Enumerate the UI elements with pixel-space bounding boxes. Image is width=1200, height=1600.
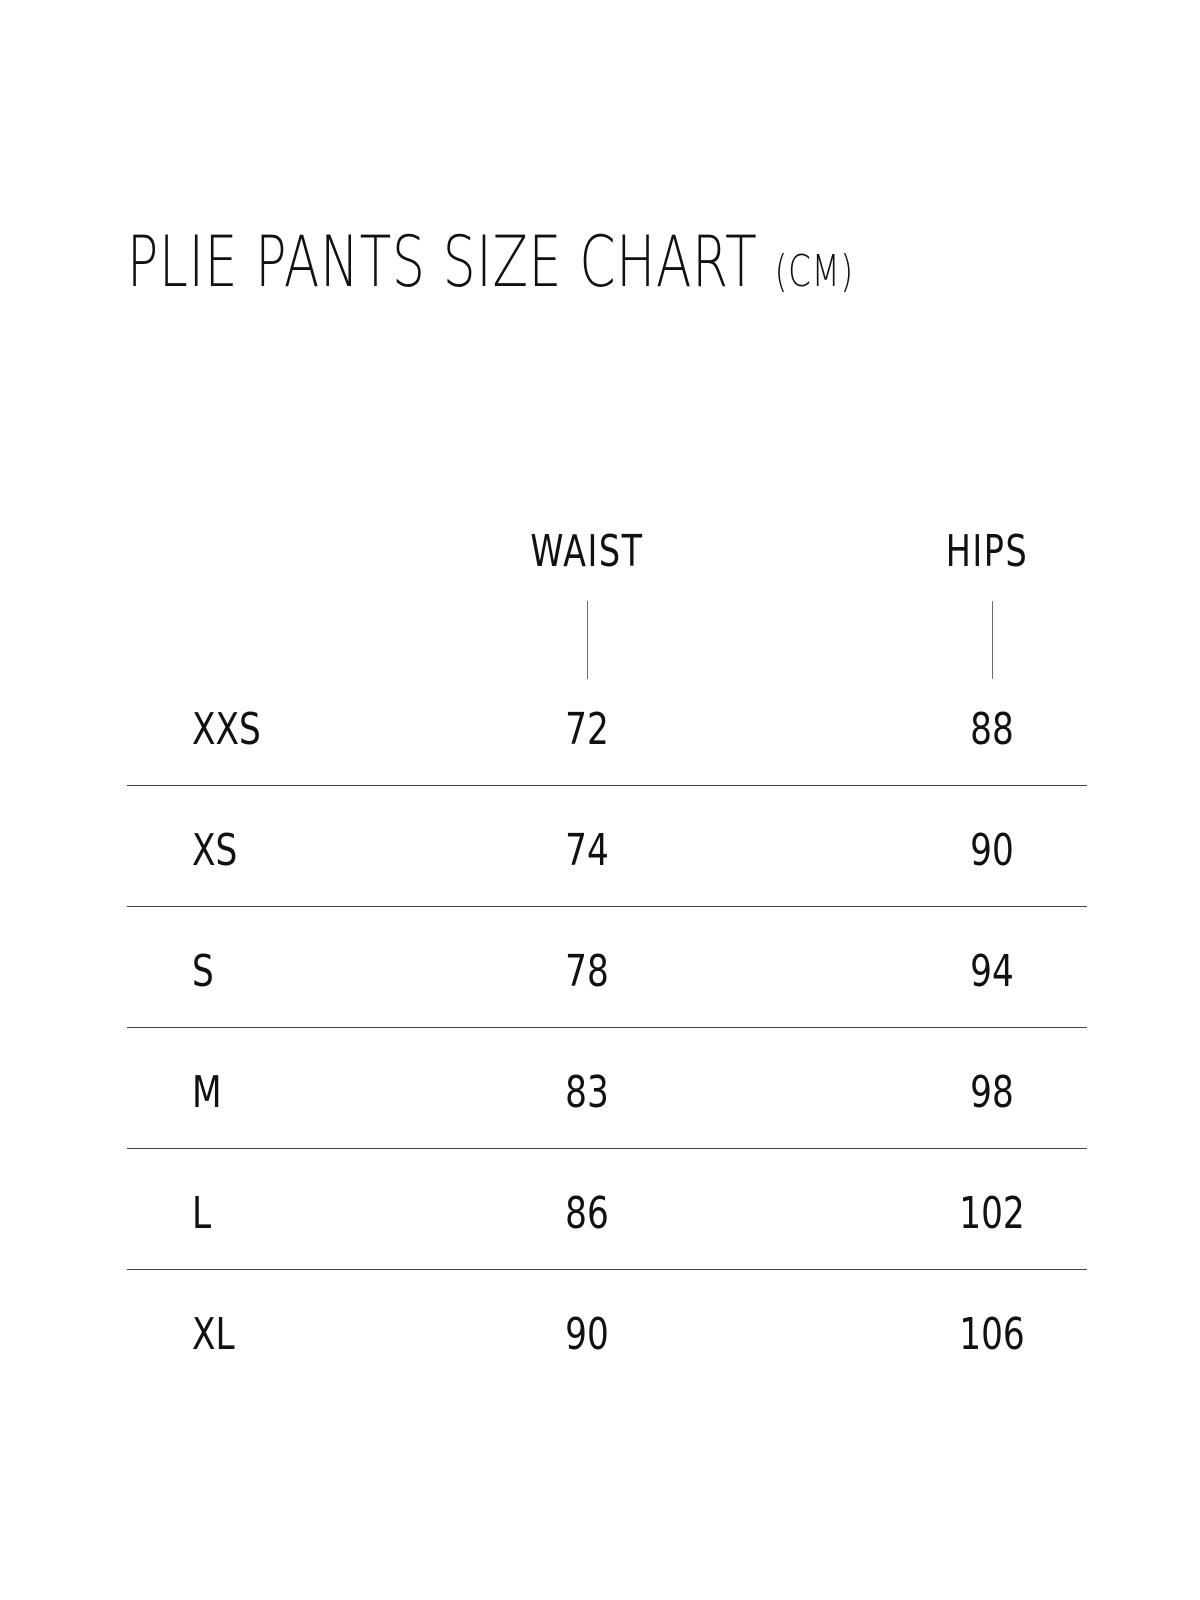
column-header-hips: HIPS [945,526,1029,577]
size-label: S [192,946,214,997]
hips-value: 94 [970,946,1014,997]
table-row-xxs [127,705,1087,755]
column-header-waist: WAIST [530,526,644,577]
waist-value: 74 [565,825,609,876]
row-divider [127,1148,1087,1149]
row-divider [127,906,1087,907]
title-text: PLIE PANTS SIZE CHART [127,221,758,303]
size-label: M [192,1067,222,1118]
waist-value: 83 [565,1067,609,1118]
hips-value: 90 [970,825,1014,876]
column-marker-waist [587,601,588,679]
size-label: XS [192,825,238,876]
hips-value: 102 [959,1188,1025,1239]
table-row-xl [127,1310,1087,1360]
table-row-xs [127,826,1087,876]
table-row-s [127,947,1087,997]
waist-value: 90 [565,1309,609,1360]
waist-value: 72 [565,704,609,755]
table-row-l [127,1189,1087,1239]
size-label: L [192,1188,212,1239]
table-row-m [127,1068,1087,1118]
waist-value: 86 [565,1188,609,1239]
waist-value: 78 [565,946,609,997]
hips-value: 98 [970,1067,1014,1118]
row-divider [127,1027,1087,1028]
hips-value: 88 [970,704,1014,755]
page-title [127,222,854,312]
title-unit: (CM) [774,246,854,297]
row-divider [127,785,1087,786]
column-marker-hips [992,601,993,679]
row-divider [127,1269,1087,1270]
hips-value: 106 [959,1309,1025,1360]
size-label: XXS [192,704,261,755]
size-label: XL [192,1309,235,1360]
